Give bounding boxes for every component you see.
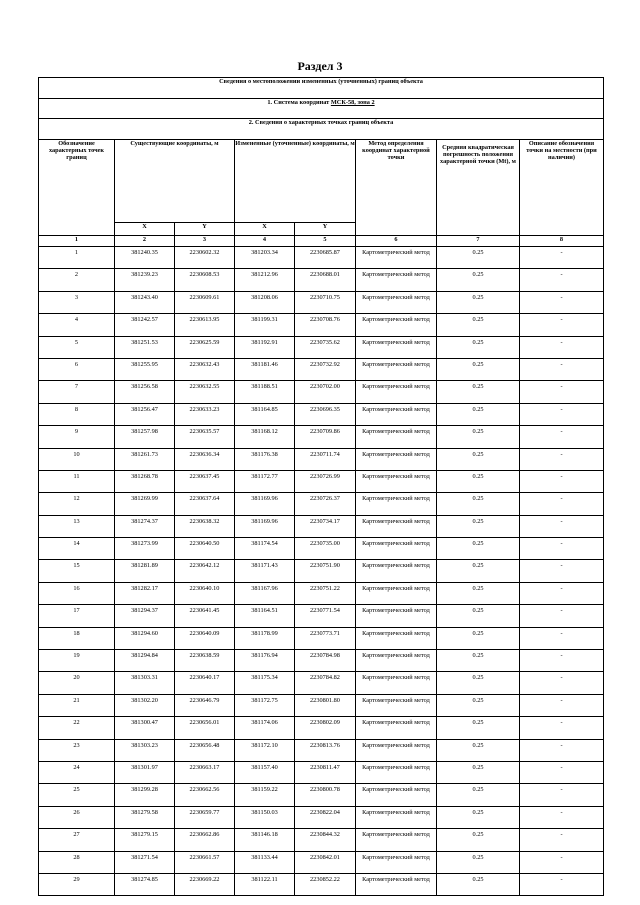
cell-method: Картометрический метод <box>356 470 437 492</box>
cell-method: Картометрический метод <box>356 806 437 828</box>
table-row <box>39 806 604 828</box>
cell-existing-y: 2230633.23 <box>175 403 235 425</box>
table-row <box>39 582 604 604</box>
cell-error-value: 0.25 <box>437 336 520 358</box>
cell-changed-y: 2230811.47 <box>295 761 356 783</box>
cell-changed-x: 381159.22 <box>235 784 295 806</box>
cell-changed-x: 381172.77 <box>235 470 295 492</box>
cell-error-value: 0.25 <box>437 873 520 895</box>
cell-changed-x: 381174.54 <box>235 538 295 560</box>
cell-changed-y: 2230711.74 <box>295 448 356 470</box>
table-row <box>39 515 604 537</box>
cell-method: Картометрический метод <box>356 426 437 448</box>
cell-changed-x: 381164.51 <box>235 605 295 627</box>
table-row <box>39 627 604 649</box>
cell-existing-y: 2230638.59 <box>175 650 235 672</box>
cell-method: Картометрический метод <box>356 381 437 403</box>
table-row <box>39 717 604 739</box>
cell-changed-x: 381181.46 <box>235 358 295 380</box>
cell-existing-x: 381261.73 <box>115 448 175 470</box>
cell-error-value: 0.25 <box>437 739 520 761</box>
cell-error-value: 0.25 <box>437 291 520 313</box>
cell-method: Картометрический метод <box>356 672 437 694</box>
cell-method: Картометрический метод <box>356 605 437 627</box>
cell-error-value: 0.25 <box>437 515 520 537</box>
cell-changed-x: 381175.34 <box>235 672 295 694</box>
cell-description: - <box>520 650 604 672</box>
cell-changed-y: 2230800.78 <box>295 784 356 806</box>
cell-changed-x: 381171.43 <box>235 560 295 582</box>
cell-point-number: 28 <box>39 851 115 873</box>
table-row <box>39 873 604 895</box>
cell-description: - <box>520 470 604 492</box>
cell-method: Картометрический метод <box>356 358 437 380</box>
cell-changed-y: 2230813.76 <box>295 739 356 761</box>
cell-description: - <box>520 717 604 739</box>
cell-changed-x: 381174.06 <box>235 717 295 739</box>
header-description: Описание обозначения точки на местности (при наличии) <box>520 140 604 236</box>
cell-changed-y: 2230773.71 <box>295 627 356 649</box>
cell-existing-y: 2230625.59 <box>175 336 235 358</box>
cell-error-value: 0.25 <box>437 381 520 403</box>
table-row <box>39 851 604 873</box>
table-row <box>39 493 604 515</box>
cell-existing-x: 381301.97 <box>115 761 175 783</box>
cell-changed-y: 2230802.09 <box>295 717 356 739</box>
table-row <box>39 470 604 492</box>
cell-method: Картометрический метод <box>356 717 437 739</box>
cell-error-value: 0.25 <box>437 448 520 470</box>
cell-description: - <box>520 493 604 515</box>
cell-existing-x: 381269.99 <box>115 493 175 515</box>
cell-changed-x: 381133.44 <box>235 851 295 873</box>
cell-point-number: 10 <box>39 448 115 470</box>
cell-error-value: 0.25 <box>437 694 520 716</box>
cell-description: - <box>520 806 604 828</box>
cell-existing-y: 2230638.32 <box>175 515 235 537</box>
cell-existing-x: 381273.99 <box>115 538 175 560</box>
cell-point-number: 4 <box>39 314 115 336</box>
cell-method: Картометрический метод <box>356 560 437 582</box>
cell-changed-y: 2230726.37 <box>295 493 356 515</box>
cell-error-value: 0.25 <box>437 672 520 694</box>
cell-point-number: 24 <box>39 761 115 783</box>
column-number: 6 <box>356 236 437 247</box>
cell-description: - <box>520 873 604 895</box>
cell-existing-y: 2230640.50 <box>175 538 235 560</box>
table-row <box>39 761 604 783</box>
cell-existing-x: 381243.40 <box>115 291 175 313</box>
cell-point-number: 15 <box>39 560 115 582</box>
cell-existing-y: 2230662.56 <box>175 784 235 806</box>
cell-existing-y: 2230662.86 <box>175 829 235 851</box>
cell-point-number: 2 <box>39 269 115 291</box>
header-error: Средняя квадратическая погрешность положения характерной точки (Mt), м <box>437 140 520 236</box>
header-point-label: Обозначение характерных точек границ <box>39 140 115 236</box>
cell-point-number: 6 <box>39 358 115 380</box>
cell-point-number: 20 <box>39 672 115 694</box>
cell-changed-x: 381176.94 <box>235 650 295 672</box>
cell-existing-x: 381268.78 <box>115 470 175 492</box>
cell-point-number: 21 <box>39 694 115 716</box>
cell-description: - <box>520 247 604 269</box>
boundary-points-table <box>38 77 604 896</box>
cell-point-number: 12 <box>39 493 115 515</box>
cell-point-number: 14 <box>39 538 115 560</box>
cell-error-value: 0.25 <box>437 806 520 828</box>
cell-existing-x: 381294.37 <box>115 605 175 627</box>
cell-existing-y: 2230637.64 <box>175 493 235 515</box>
cell-existing-x: 381302.20 <box>115 694 175 716</box>
table-row <box>39 739 604 761</box>
column-number: 1 <box>39 236 115 247</box>
cell-changed-x: 381169.96 <box>235 515 295 537</box>
cell-description: - <box>520 291 604 313</box>
table-row <box>39 291 604 313</box>
coordinate-system <box>39 99 604 119</box>
cell-existing-x: 381242.57 <box>115 314 175 336</box>
cell-changed-x: 381168.12 <box>235 426 295 448</box>
cell-error-value: 0.25 <box>437 650 520 672</box>
cell-method: Картометрический метод <box>356 582 437 604</box>
cell-changed-y: 2230771.54 <box>295 605 356 627</box>
cell-changed-x: 381203.34 <box>235 247 295 269</box>
cell-existing-y: 2230613.95 <box>175 314 235 336</box>
cell-existing-x: 381279.58 <box>115 806 175 828</box>
cell-changed-y: 2230852.22 <box>295 873 356 895</box>
cell-description: - <box>520 761 604 783</box>
cell-description: - <box>520 627 604 649</box>
table-row <box>39 247 604 269</box>
cell-method: Картометрический метод <box>356 851 437 873</box>
cell-method: Картометрический метод <box>356 650 437 672</box>
header-changed-coords: Измененные (уточненные) координаты, м <box>235 140 356 223</box>
cell-description: - <box>520 269 604 291</box>
cell-changed-y: 2230844.32 <box>295 829 356 851</box>
table-row <box>39 269 604 291</box>
cell-method: Картометрический метод <box>356 829 437 851</box>
cell-existing-x: 381239.23 <box>115 269 175 291</box>
cell-point-number: 18 <box>39 627 115 649</box>
cell-description: - <box>520 381 604 403</box>
table-row <box>39 358 604 380</box>
cell-method: Картометрический метод <box>356 784 437 806</box>
cell-existing-x: 381256.47 <box>115 403 175 425</box>
cell-error-value: 0.25 <box>437 247 520 269</box>
cell-changed-y: 2230735.00 <box>295 538 356 560</box>
cell-changed-x: 381169.96 <box>235 493 295 515</box>
cell-point-number: 16 <box>39 582 115 604</box>
cell-method: Картометрический метод <box>356 627 437 649</box>
table-title: Сведения о местоположении измененных (уточненных) границ объекта <box>39 78 604 99</box>
cell-point-number: 7 <box>39 381 115 403</box>
header-method: Метод определения координат характерной точки <box>356 140 437 236</box>
cell-changed-y: 2230735.62 <box>295 336 356 358</box>
cell-description: - <box>520 314 604 336</box>
cell-existing-y: 2230641.45 <box>175 605 235 627</box>
cell-changed-y: 2230688.01 <box>295 269 356 291</box>
cell-description: - <box>520 694 604 716</box>
cell-existing-x: 381279.15 <box>115 829 175 851</box>
cell-error-value: 0.25 <box>437 627 520 649</box>
cell-existing-x: 381274.85 <box>115 873 175 895</box>
cell-existing-x: 381274.37 <box>115 515 175 537</box>
table-row <box>39 426 604 448</box>
cell-method: Картометрический метод <box>356 761 437 783</box>
cell-existing-y: 2230642.12 <box>175 560 235 582</box>
cell-point-number: 19 <box>39 650 115 672</box>
cell-point-number: 8 <box>39 403 115 425</box>
column-number: 2 <box>115 236 175 247</box>
cell-changed-y: 2230726.99 <box>295 470 356 492</box>
cell-description: - <box>520 784 604 806</box>
cell-changed-y: 2230842.01 <box>295 851 356 873</box>
cell-error-value: 0.25 <box>437 314 520 336</box>
cell-changed-x: 381172.10 <box>235 739 295 761</box>
cell-changed-x: 381172.75 <box>235 694 295 716</box>
cell-changed-y: 2230751.22 <box>295 582 356 604</box>
table-row <box>39 694 604 716</box>
cell-point-number: 9 <box>39 426 115 448</box>
table-row <box>39 605 604 627</box>
table-row <box>39 829 604 851</box>
coordinate-system-value: МСК-58, зона 2 <box>330 99 375 106</box>
cell-changed-y: 2230702.00 <box>295 381 356 403</box>
cell-changed-x: 381208.06 <box>235 291 295 313</box>
cell-changed-y: 2230751.90 <box>295 560 356 582</box>
cell-method: Картометрический метод <box>356 314 437 336</box>
cell-existing-x: 381281.89 <box>115 560 175 582</box>
cell-description: - <box>520 426 604 448</box>
column-numbers-row <box>39 236 604 247</box>
cell-method: Картометрический метод <box>356 269 437 291</box>
cell-point-number: 27 <box>39 829 115 851</box>
cell-changed-x: 381150.03 <box>235 806 295 828</box>
table-row <box>39 560 604 582</box>
column-number: 4 <box>235 236 295 247</box>
cell-existing-y: 2230637.45 <box>175 470 235 492</box>
cell-existing-y: 2230646.79 <box>175 694 235 716</box>
cell-existing-x: 381251.53 <box>115 336 175 358</box>
cell-point-number: 29 <box>39 873 115 895</box>
cell-error-value: 0.25 <box>437 605 520 627</box>
cell-description: - <box>520 851 604 873</box>
cell-existing-y: 2230609.61 <box>175 291 235 313</box>
cell-method: Картометрический метод <box>356 448 437 470</box>
header-existing-coords: Существующие координаты, м <box>115 140 235 223</box>
cell-method: Картометрический метод <box>356 538 437 560</box>
cell-description: - <box>520 672 604 694</box>
cell-method: Картометрический метод <box>356 403 437 425</box>
cell-existing-x: 381240.35 <box>115 247 175 269</box>
header-changed-y: Y <box>295 223 356 236</box>
cell-existing-y: 2230661.57 <box>175 851 235 873</box>
cell-existing-x: 381300.47 <box>115 717 175 739</box>
cell-error-value: 0.25 <box>437 582 520 604</box>
cell-existing-y: 2230659.77 <box>175 806 235 828</box>
points-heading: 2. Сведения о характерных точках границ объекта <box>39 119 604 140</box>
cell-existing-x: 381271.54 <box>115 851 175 873</box>
column-number: 7 <box>437 236 520 247</box>
cell-existing-x: 381299.28 <box>115 784 175 806</box>
cell-method: Картометрический метод <box>356 873 437 895</box>
cell-changed-y: 2230734.17 <box>295 515 356 537</box>
table-row <box>39 784 604 806</box>
table-row <box>39 381 604 403</box>
cell-error-value: 0.25 <box>437 560 520 582</box>
cell-point-number: 17 <box>39 605 115 627</box>
cell-point-number: 22 <box>39 717 115 739</box>
cell-changed-y: 2230822.04 <box>295 806 356 828</box>
cell-changed-x: 381146.18 <box>235 829 295 851</box>
cell-description: - <box>520 829 604 851</box>
cell-existing-x: 381256.58 <box>115 381 175 403</box>
cell-error-value: 0.25 <box>437 784 520 806</box>
cell-existing-x: 381257.98 <box>115 426 175 448</box>
cell-description: - <box>520 358 604 380</box>
cell-description: - <box>520 336 604 358</box>
section-title: Раздел 3 <box>297 59 343 73</box>
cell-existing-y: 2230663.17 <box>175 761 235 783</box>
cell-point-number: 13 <box>39 515 115 537</box>
cell-existing-y: 2230632.43 <box>175 358 235 380</box>
cell-changed-y: 2230696.35 <box>295 403 356 425</box>
cell-error-value: 0.25 <box>437 470 520 492</box>
cell-changed-y: 2230710.75 <box>295 291 356 313</box>
cell-description: - <box>520 448 604 470</box>
cell-changed-x: 381157.40 <box>235 761 295 783</box>
cell-point-number: 23 <box>39 739 115 761</box>
cell-method: Картометрический метод <box>356 336 437 358</box>
cell-changed-x: 381212.96 <box>235 269 295 291</box>
column-number: 8 <box>520 236 604 247</box>
cell-point-number: 11 <box>39 470 115 492</box>
cell-existing-y: 2230635.57 <box>175 426 235 448</box>
cell-description: - <box>520 538 604 560</box>
cell-description: - <box>520 560 604 582</box>
cell-point-number: 26 <box>39 806 115 828</box>
cell-error-value: 0.25 <box>437 851 520 873</box>
table-row <box>39 403 604 425</box>
column-number: 5 <box>295 236 356 247</box>
cell-method: Картометрический метод <box>356 515 437 537</box>
cell-existing-y: 2230640.10 <box>175 582 235 604</box>
cell-error-value: 0.25 <box>437 761 520 783</box>
cell-changed-x: 381199.31 <box>235 314 295 336</box>
coordinate-system-label: 1. Система координат <box>267 99 331 106</box>
cell-error-value: 0.25 <box>437 829 520 851</box>
column-number: 3 <box>175 236 235 247</box>
cell-error-value: 0.25 <box>437 717 520 739</box>
cell-existing-x: 381303.23 <box>115 739 175 761</box>
cell-changed-y: 2230801.80 <box>295 694 356 716</box>
cell-existing-y: 2230656.48 <box>175 739 235 761</box>
cell-error-value: 0.25 <box>437 269 520 291</box>
cell-changed-y: 2230784.82 <box>295 672 356 694</box>
cell-existing-y: 2230669.22 <box>175 873 235 895</box>
cell-description: - <box>520 582 604 604</box>
cell-changed-y: 2230732.92 <box>295 358 356 380</box>
cell-existing-y: 2230656.01 <box>175 717 235 739</box>
cell-existing-y: 2230636.34 <box>175 448 235 470</box>
cell-changed-x: 381188.51 <box>235 381 295 403</box>
cell-existing-y: 2230640.17 <box>175 672 235 694</box>
cell-point-number: 25 <box>39 784 115 806</box>
cell-existing-x: 381282.17 <box>115 582 175 604</box>
cell-point-number: 1 <box>39 247 115 269</box>
cell-existing-x: 381294.60 <box>115 627 175 649</box>
table-row <box>39 336 604 358</box>
cell-point-number: 3 <box>39 291 115 313</box>
cell-method: Картометрический метод <box>356 493 437 515</box>
cell-changed-x: 381178.99 <box>235 627 295 649</box>
cell-existing-x: 381303.31 <box>115 672 175 694</box>
cell-changed-x: 381164.85 <box>235 403 295 425</box>
cell-point-number: 5 <box>39 336 115 358</box>
cell-method: Картометрический метод <box>356 739 437 761</box>
cell-changed-x: 381192.91 <box>235 336 295 358</box>
cell-existing-y: 2230632.55 <box>175 381 235 403</box>
cell-changed-y: 2230685.87 <box>295 247 356 269</box>
cell-existing-x: 381294.84 <box>115 650 175 672</box>
cell-changed-y: 2230784.98 <box>295 650 356 672</box>
table-row <box>39 672 604 694</box>
cell-description: - <box>520 605 604 627</box>
cell-error-value: 0.25 <box>437 403 520 425</box>
cell-existing-x: 381255.95 <box>115 358 175 380</box>
header-changed-x: X <box>235 223 295 236</box>
cell-error-value: 0.25 <box>437 538 520 560</box>
header-existing-y: Y <box>175 223 235 236</box>
cell-changed-y: 2230708.76 <box>295 314 356 336</box>
cell-error-value: 0.25 <box>437 493 520 515</box>
cell-existing-y: 2230640.09 <box>175 627 235 649</box>
cell-changed-x: 381122.11 <box>235 873 295 895</box>
table-row <box>39 314 604 336</box>
cell-changed-x: 381167.96 <box>235 582 295 604</box>
table-row <box>39 448 604 470</box>
cell-method: Картометрический метод <box>356 247 437 269</box>
cell-description: - <box>520 739 604 761</box>
cell-method: Картометрический метод <box>356 291 437 313</box>
cell-description: - <box>520 403 604 425</box>
cell-error-value: 0.25 <box>437 358 520 380</box>
table-row <box>39 538 604 560</box>
cell-changed-y: 2230709.86 <box>295 426 356 448</box>
cell-error-value: 0.25 <box>437 426 520 448</box>
header-existing-x: X <box>115 223 175 236</box>
cell-existing-y: 2230608.53 <box>175 269 235 291</box>
table-row <box>39 650 604 672</box>
cell-changed-x: 381176.38 <box>235 448 295 470</box>
cell-method: Картометрический метод <box>356 694 437 716</box>
cell-description: - <box>520 515 604 537</box>
cell-existing-y: 2230602.32 <box>175 247 235 269</box>
